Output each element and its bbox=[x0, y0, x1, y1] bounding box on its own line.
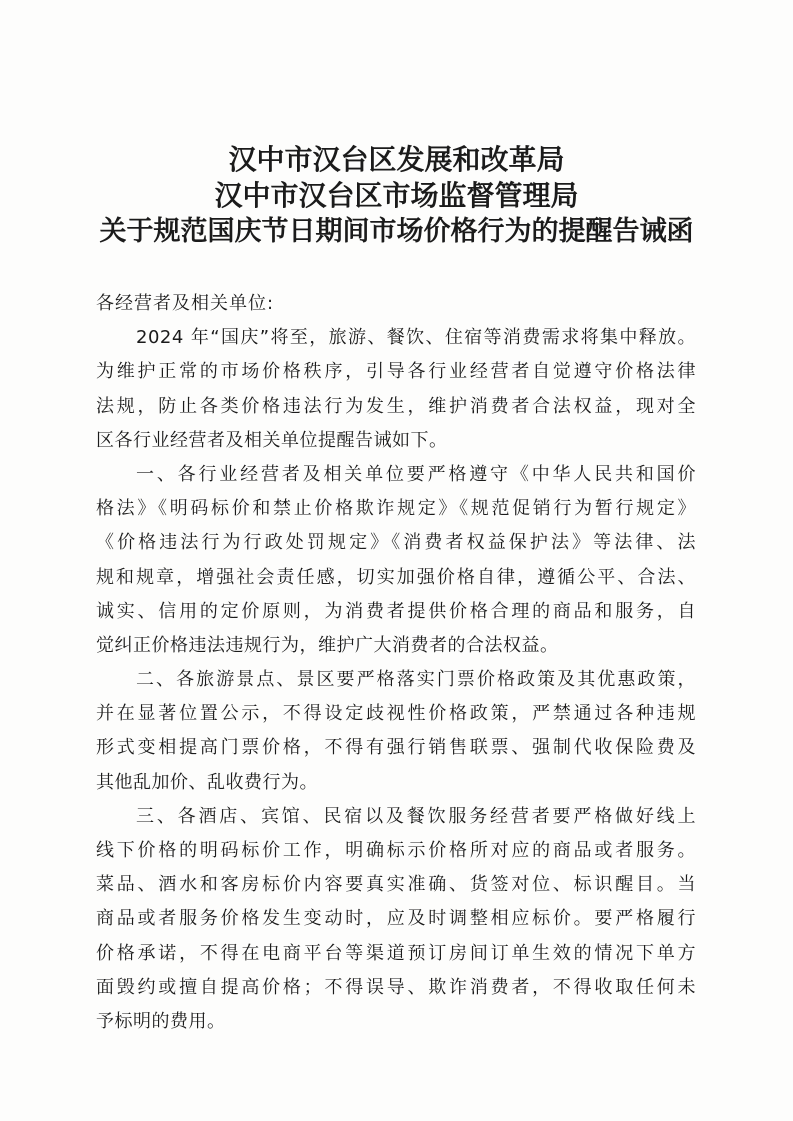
title-line-issuer-2: 汉中市汉台区市场监督管理局 bbox=[214, 179, 579, 212]
paragraph-line: 商品或者服务价格发生变动时，应及时调整相应标价。要严格履行 bbox=[96, 908, 696, 930]
paragraph-line: 2024 年“国庆”将至，旅游、餐饮、住宿等消费需求将集中释放。 bbox=[136, 327, 696, 349]
paragraph-item-2 bbox=[96, 663, 696, 800]
paragraph-line: 《价格违法行为行政处罚规定》《消费者权益保护法》等法律、法 bbox=[96, 532, 696, 554]
paragraph-line: 线下价格的明码标价工作，明确标示价格所对应的商品或者服务。 bbox=[96, 840, 696, 861]
salutation: 各经营者及相关单位: bbox=[96, 293, 275, 314]
paragraph-line: 予标明的费用。 bbox=[96, 1010, 226, 1032]
paragraph-line: 觉纠正价格违法违规行为，维护广大消费者的合法权益。 bbox=[96, 634, 559, 656]
paragraph-line: 价格承诺，不得在电商平台等渠道预订房间订单生效的情况下单方 bbox=[96, 942, 696, 964]
paragraph-line: 三、各酒店、宾馆、民宿以及餐饮服务经营者要严格做好线上 bbox=[136, 805, 696, 827]
paragraph-line: 形式变相提高门票价格，不得有强行销售联票、强制代收保险费及 bbox=[96, 737, 696, 759]
paragraph-intro bbox=[96, 321, 696, 458]
paragraph-line: 格法》《明码标价和禁止价格欺诈规定》《规范促销行为暂行规定》 bbox=[96, 498, 696, 520]
paragraph-line: 规和规章，增强社会责任感，切实加强价格自律，遵循公平、合法、 bbox=[96, 566, 696, 588]
title-line-subject: 关于规范国庆节日期间市场价格行为的提醒告诫函 bbox=[99, 216, 694, 247]
paragraph-line: 其他乱加价、乱收费行为。 bbox=[96, 771, 318, 793]
title-line-issuer-1: 汉中市汉台区发展和改革局 bbox=[228, 143, 565, 176]
paragraph-item-3 bbox=[96, 800, 696, 1039]
paragraph-line: 一、各行业经营者及相关单位要严格遵守《中华人民共和国价 bbox=[136, 463, 696, 485]
paragraph-line: 法规，防止各类价格违法行为发生，维护消费者合法权益，现对全 bbox=[96, 395, 696, 417]
document-title bbox=[60, 142, 733, 250]
document-body bbox=[96, 287, 696, 1039]
paragraph-line: 并在显著位置公示，不得设定歧视性价格政策，严禁通过各种违规 bbox=[96, 703, 696, 725]
paragraph-line: 二、各旅游景点、景区要严格落实门票价格政策及其优惠政策， bbox=[136, 669, 696, 691]
paragraph-line: 为维护正常的市场价格秩序，引导各行业经营者自觉遵守价格法律 bbox=[96, 361, 696, 383]
paragraph-item-1 bbox=[96, 458, 696, 663]
paragraph-line: 诚实、信用的定价原则，为消费者提供价格合理的商品和服务，自 bbox=[96, 600, 696, 622]
paragraph-line: 面毁约或擅自提高价格；不得误导、欺诈消费者，不得收取任何未 bbox=[96, 976, 696, 998]
paragraph-line: 区各行业经营者及相关单位提醒告诫如下。 bbox=[96, 429, 448, 451]
paragraph-line: 菜品、酒水和客房标价内容要真实准确、货签对位、标识醒目。当 bbox=[96, 874, 696, 896]
